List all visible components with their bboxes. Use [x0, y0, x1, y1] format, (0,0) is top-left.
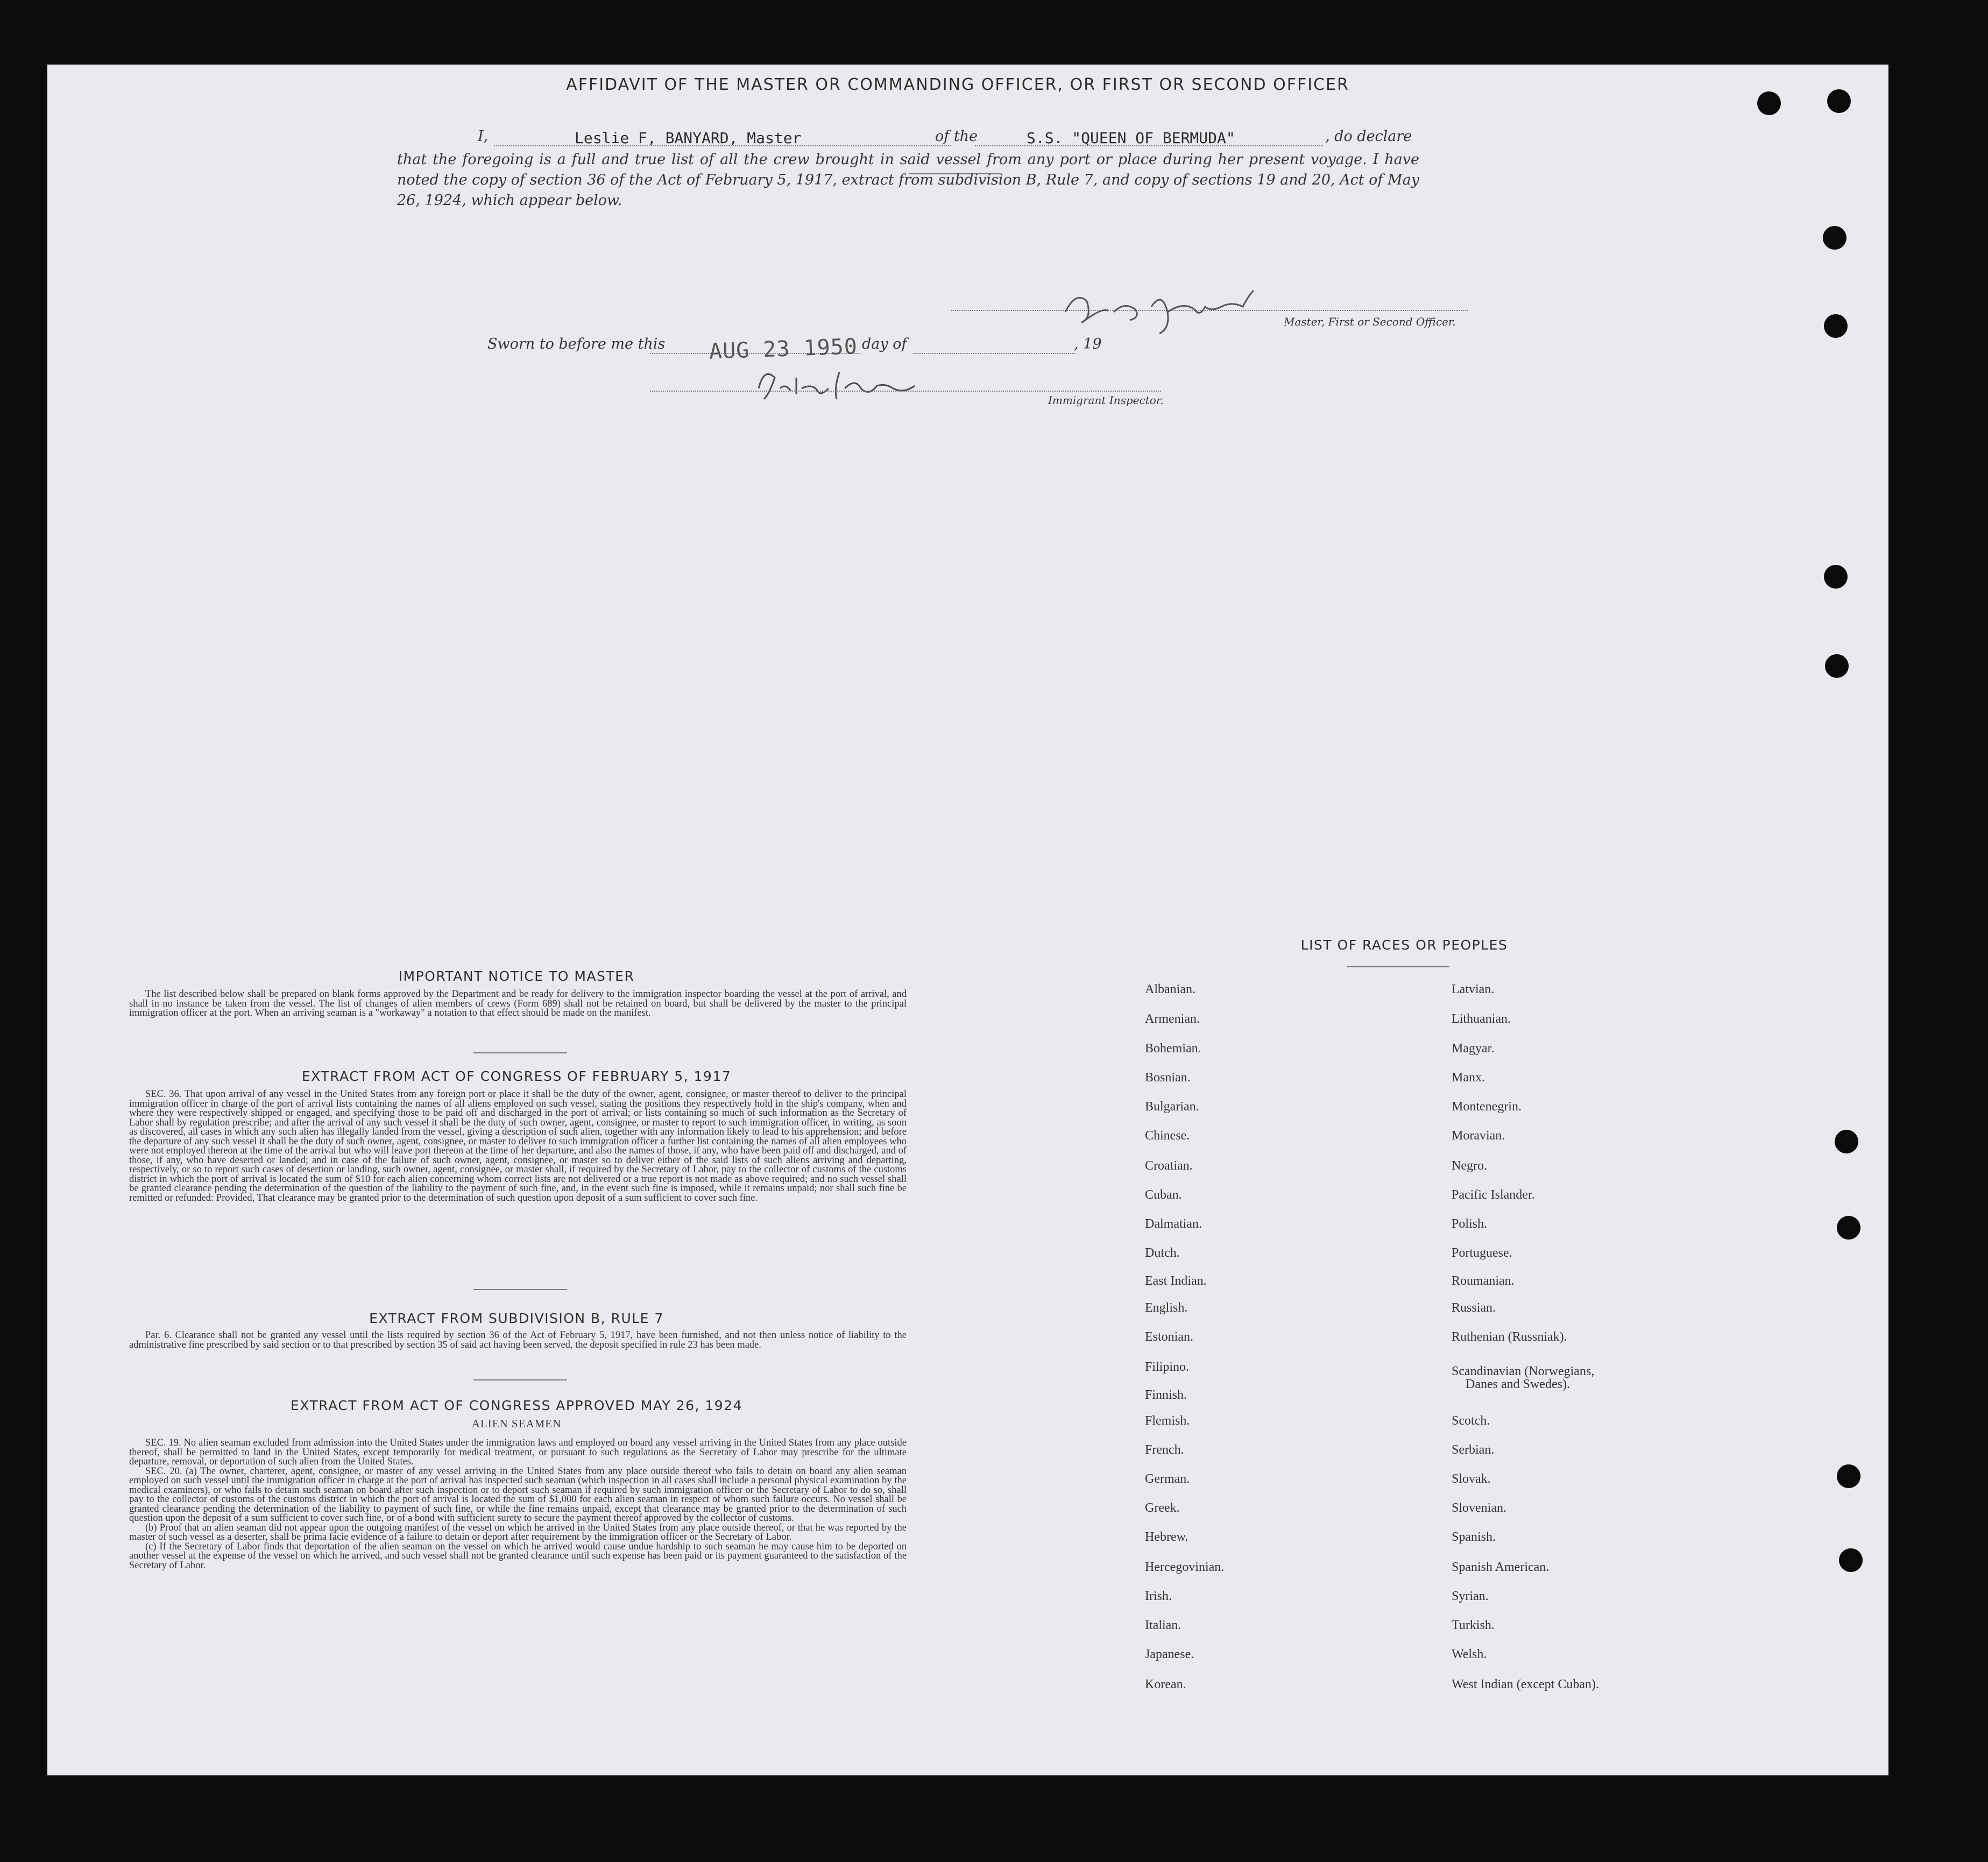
affidavit-title: AFFIDAVIT OF THE MASTER OR COMMANDING OFFICER, OR FIRST OR SECOND OFFICER: [566, 75, 1349, 94]
year-label: , 19: [1074, 336, 1102, 352]
race-right-item: Manx.: [1452, 1071, 1485, 1085]
extract-1917-text: [129, 1090, 907, 1203]
month-dotline: [914, 353, 1075, 354]
sec36-paragraph: SEC. 36. That upon arrival of any vessel in the United States from any foreign port or place it shall be the duty of the owner, agent, consignee, or master thereof to deliver to the principal immigration officer in charge of the port of arrival lists containing the names of all aliens employed on such vessel, stating the positions they respectively hold in the ship's company, when and where they were respectively shipped or engaged, and specifying those to be paid off and discharged in the port of arrival; or lists containing so much of such information as the Secretary of Labor shall by regulation prescribe; and after the arrival of any such vessel it shall be the duty of such owner, agent, consignee, or master to report to such immigration officer, in writing, as soon as discovered, all cases in which any such alien has illegally landed from the vessel, giving a description of such alien, together with any information likely to lead to his apprehension; and before the departure of any such vessel it shall be the duty of such owner, agent, consignee, or master to deliver to such immigration officer a further list containing the names of all alien employees who were not employed thereon at the time of the arrival but who will leave port thereon at the time of her departure, and also the names of those, if any, who have been paid off and discharged, and of those, if any, who have deserted or landed; and in case of the failure of such owner, agent, consignee, or master so to deliver either of the said lists of such aliens arriving and departing, respectively, or so to report such cases of desertion or landing, such owner, agent, consignee, or master shall, if required by the Secretary of Labor, pay to the collector of customs of the customs district in which the port of arrival is located the sum of $10 for each alien concerning whom correct lists are not delivered or a true report is not made as above required; and no such vessel shall be granted clearance pending the determination of the question of the liability to the payment of such fine, and, in the event such fine is imposed, while it remains unpaid; nor shall such fine be remitted or refunded: Provided, That clearance may be granted prior to the determination of such question upon deposit of a sum sufficient to cover such fine.: [129, 1089, 907, 1203]
race-left-item: Dalmatian.: [1145, 1217, 1202, 1231]
vessel-name: S.S. "QUEEN OF BERMUDA": [1027, 129, 1235, 147]
punch-hole: [1825, 654, 1849, 678]
sec19-paragraph: SEC. 19. No alien seaman excluded from admission into the United States under the immigration laws and employed on board any vessel arriving in the United States from any place outside thereof, shall be permitted to land in the United States, except temporarily for medical treatment, or pursuant to such regulations as the Secretary of Labor may prescribe for the ultimate departure, removal, or deportation of such alien from the United States.: [129, 1438, 907, 1467]
race-right-item: Ruthenian (Russniak).: [1452, 1330, 1567, 1344]
sec20a-paragraph: SEC. 20. (a) The owner, charterer, agent, consignee, or master of any vessel arriving in the United States from any place outside thereof who fails to detain on board any alien seaman employed on such vessel until the immigration officer in charge at the port of arrival has inspected such seaman (which inspection in all cases shall include a personal physical examination by the medical examiners), or who fails to detain such seaman on board after such inspection or to deport such seaman if required by such immigration officer or the Secretary of Labor to do so, shall pay to the collector of customs of the customs district in which the port of arrival is located the sum of $1,000 for each alien seaman in respect of whom such failure occurs. No vessel shall be granted clearance pending the determination of the liability to payment of such fine, or while the fine remains unpaid, except that clearance may be granted prior to the determination of such question upon the deposit of a sum sufficient to cover such fine, or of a bond with sufficient surety to secure the payment thereof approved by the collector of customs.: [129, 1465, 907, 1524]
race-left-item: Italian.: [1145, 1618, 1182, 1632]
alien-seamen-subheading: ALIEN SEAMEN: [471, 1417, 562, 1430]
punch-hole: [1824, 565, 1848, 589]
race-right-item: Syrian.: [1452, 1589, 1489, 1603]
inspector-signature: [753, 362, 947, 405]
of-the-label: of the: [935, 128, 978, 145]
extract-1924-text: [129, 1439, 907, 1570]
race-left-item: English.: [1145, 1301, 1188, 1315]
race-right-item: West Indian (except Cuban).: [1452, 1677, 1599, 1691]
do-declare-label: , do declare: [1325, 128, 1412, 145]
race-left-item: Korean.: [1145, 1677, 1186, 1691]
race-right-item: Welsh.: [1452, 1647, 1487, 1661]
race-left-item: Irish.: [1145, 1589, 1172, 1603]
declaration-line: [397, 128, 1419, 148]
race-right-item: Pacific Islander.: [1452, 1188, 1535, 1202]
race-right-item: Slovenian.: [1452, 1501, 1506, 1515]
race-left-item: Finnish.: [1145, 1388, 1187, 1402]
race-right-item: Magyar.: [1452, 1042, 1495, 1056]
race-right-item: Scandinavian (Norwegians,: [1452, 1364, 1595, 1378]
race-right-item: Negro.: [1452, 1159, 1487, 1173]
race-right-item: Slovak.: [1452, 1472, 1491, 1486]
punch-hole: [1835, 1130, 1858, 1153]
race-left-item: Albanian.: [1145, 982, 1195, 996]
punch-hole: [1823, 226, 1846, 250]
notice-paragraph: The list described below shall be prepared on blank forms approved by the Department and be ready for delivery to the immigration inspector boarding the vessel at the port of arrival, and shall in no instance be taken from the vessel. The list of changes of alien members of crews (Form 689) shall not be retained on board, but shall be delivered by the master to the principal immigration officer at the port. When an arriving seaman is a "workaway" a notation to that effect should be made on the manifest.: [129, 989, 907, 1018]
section-rule: [473, 1289, 567, 1290]
race-right-item: Lithuanian.: [1452, 1012, 1511, 1026]
race-right-item: Spanish American.: [1452, 1560, 1550, 1574]
par6-paragraph: Par. 6. Clearance shall not be granted any vessel until the lists required by section 36 of the Act of February 5, 1917, have been furnished, and not then unless notice of liability to the administrative fine prescribed by said section or to that prescribed by section 35 of said act having been served, the deposit specified in rule 23 has been made.: [129, 1330, 907, 1350]
race-left-item: Japanese.: [1145, 1647, 1194, 1661]
notice-heading: IMPORTANT NOTICE TO MASTER: [398, 968, 635, 984]
race-left-item: Hebrew.: [1145, 1530, 1188, 1544]
race-left-item: Chinese.: [1145, 1129, 1190, 1143]
extract-rule7-text: [129, 1331, 907, 1350]
notice-text: [129, 990, 907, 1018]
race-left-item: Filipino.: [1145, 1360, 1190, 1374]
sworn-label: Sworn to before me this: [487, 336, 666, 352]
race-left-item: Dutch.: [1145, 1246, 1180, 1260]
races-rule: [1347, 966, 1449, 967]
punch-hole: [1839, 1548, 1863, 1572]
race-left-item: Bohemian.: [1145, 1042, 1201, 1056]
master-signature: [1060, 280, 1275, 339]
race-right-item: Portuguese.: [1452, 1246, 1512, 1260]
extract-1917-heading: EXTRACT FROM ACT OF CONGRESS OF FEBRUARY 5, 1917: [301, 1068, 732, 1084]
race-right-item: Latvian.: [1452, 982, 1495, 996]
race-right-item: Turkish.: [1452, 1618, 1495, 1632]
race-right-item: Montenegrin.: [1452, 1100, 1522, 1114]
sec20b-paragraph: (b) Proof that an alien seaman did not appear upon the outgoing manifest of the vessel on which he arrived in the United States from any place outside thereof, or that he was reported by the master of such vessel as a deserter, shall be prima facie evidence of a failure to detain or deport after requirement by the immigration officer or the Secretary of Labor.: [129, 1522, 907, 1542]
race-left-item: Croatian.: [1145, 1159, 1193, 1173]
date-stamp: AUG 23 1950: [709, 334, 858, 364]
sec20c-paragraph: (c) If the Secretary of Labor finds that deportation of the alien seaman on the vessel on which he arrived would cause undue hardship to such seaman he may cause him to be deported on another vessel at the expense of the vessel on which he arrived, and such vessel shall not be granted clearance until such expense has been paid or its payment guaranteed to the satisfaction of the Secretary of Labor.: [129, 1541, 907, 1571]
section-rule: [473, 1379, 567, 1380]
section-rule: [473, 1052, 567, 1053]
race-right-item: Polish.: [1452, 1217, 1488, 1231]
race-left-item: Flemish.: [1145, 1414, 1190, 1428]
race-right-item: Spanish.: [1452, 1530, 1496, 1544]
race-right-item: Serbian.: [1452, 1443, 1495, 1457]
races-heading: LIST OF RACES OR PEOPLES: [1300, 937, 1508, 953]
race-left-item: East Indian.: [1145, 1274, 1207, 1288]
signature-caption: Master, First or Second Officer.: [1284, 315, 1456, 328]
declaration-body: that the foregoing is a full and true list of all the crew brought in said vessel from any port or place during her present voyage. I have noted the copy of section 36 of the Act of February 5, 1917, extract from subdivision B, Rule 7, and copy of sections 19 and 20, Act of May 26, 1924, which appear below.: [397, 151, 1419, 209]
race-right-item: Danes and Swedes).: [1466, 1377, 1570, 1391]
inspector-caption: Immigrant Inspector.: [1048, 394, 1164, 407]
punch-hole: [1827, 89, 1851, 113]
punch-hole: [1837, 1216, 1860, 1240]
inspector-signature-line: [650, 391, 1161, 392]
race-right-item: Moravian.: [1452, 1129, 1505, 1143]
race-right-item: Russian.: [1452, 1301, 1496, 1315]
race-left-item: Bulgarian.: [1145, 1100, 1199, 1114]
punch-hole: [1824, 314, 1848, 338]
race-left-item: Hercegovinian.: [1145, 1560, 1225, 1574]
race-left-item: German.: [1145, 1472, 1190, 1486]
extract-rule7-heading: EXTRACT FROM SUBDIVISION B, RULE 7: [369, 1311, 664, 1326]
day-of-label: day of: [862, 336, 907, 352]
race-left-item: Armenian.: [1145, 1012, 1200, 1026]
race-left-item: Greek.: [1145, 1501, 1180, 1515]
punch-hole: [1757, 91, 1781, 115]
race-right-item: Roumanian.: [1452, 1274, 1515, 1288]
race-left-item: Cuban.: [1145, 1188, 1182, 1202]
race-left-item: French.: [1145, 1443, 1184, 1457]
i-label: I,: [478, 128, 489, 145]
master-name: Leslie F, BANYARD, Master: [575, 129, 802, 147]
race-right-item: Scotch.: [1452, 1414, 1490, 1428]
race-left-item: Bosnian.: [1145, 1071, 1191, 1085]
race-left-item: Estonian.: [1145, 1330, 1193, 1344]
punch-hole: [1837, 1464, 1860, 1488]
extract-1924-heading: EXTRACT FROM ACT OF CONGRESS APPROVED MAY 26, 1924: [290, 1398, 743, 1413]
